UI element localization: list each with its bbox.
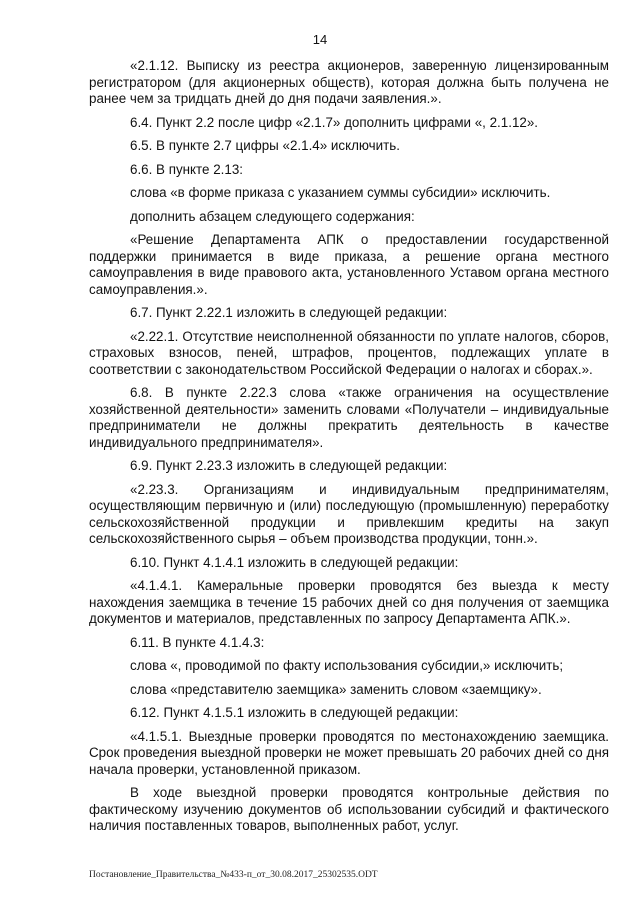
paragraph: «4.1.5.1. Выездные проверки проводятся по местонахождению заемщика. Срок проведения выездной проверки не может превышать 20 рабочих дней со дня начала проверки, установленной приказом. <box>89 728 609 777</box>
paragraph: 6.11. В пункте 4.1.4.3: <box>130 634 265 650</box>
paragraph: 6.4. Пункт 2.2 после цифр «2.1.7» дополнить цифрами «, 2.1.12». <box>130 114 539 130</box>
paragraph: «2.1.12. Выписку из реестра акционеров, заверенную лицензированным регистратором (для акционерных обществ), которая должна быть получена не ранее чем за тридцать дней до дня подачи заявления.». <box>89 58 609 106</box>
paragraph: слова «, проводимой по факту использования субсидии,» исключить; <box>130 658 564 673</box>
paragraph: слова «представителю заемщика» заменить словом «заемщику». <box>130 681 542 697</box>
paragraph: 6.12. Пункт 4.1.5.1 изложить в следующей редакции: <box>130 705 459 720</box>
paragraph: 6.5. В пункте 2.7 цифры «2.1.4» исключить. <box>130 138 400 153</box>
paragraph: В ходе выездной проверки проводятся контрольные действия по фактическому изучению документов об использовании субсидий и фактического наличия поставленных товаров, выполненных работ, услуг. <box>89 785 609 833</box>
paragraph: слова «в форме приказа с указанием суммы субсидии» исключить. <box>130 185 551 200</box>
paragraph: дополнить абзацем следующего содержания: <box>130 208 415 224</box>
paragraph: 6.9. Пункт 2.23.3 изложить в следующей редакции: <box>130 458 448 473</box>
page-number: 14 <box>312 32 328 47</box>
paragraph: 6.8. В пункте 2.22.3 слова «также ограничения на осуществление хозяйственной деятельности» заменить словами «Получатели – индивидуальные предприниматели не должны прекратить деятельность в качестве индивидуального предпринимателя». <box>89 385 609 450</box>
document-footer: Постановление_Правительства_№433-п_от_30.08.2017_25302535.ODT <box>89 870 378 880</box>
paragraph: 6.6. В пункте 2.13: <box>130 161 243 177</box>
document-body <box>89 58 609 842</box>
paragraph: 6.10. Пункт 4.1.4.1 изложить в следующей редакции: <box>130 554 459 570</box>
paragraph: «2.22.1. Отсутствие неисполненной обязанности по уплате налогов, сборов, страховых взносов, пеней, штрафов, процентов, подлежащих уплате в соответствии с законодательством Российской Федерации о налогах и сборах.». <box>89 328 609 377</box>
paragraph: «Решение Департамента АПК о предоставлении государственной поддержки принимается в виде приказа, а решение органа местного самоуправления в виде правового акта, установленного Уставом органа местного самоуправления.». <box>89 232 609 297</box>
paragraph: «2.23.3. Организациям и индивидуальным предпринимателям, осуществляющим первичную и (или) последующую (промышленную) переработку сельскохозяйственной продукции и привлекшим кредиты на закуп сельскохозяйственного сырья – объем производства продукции, тонн.». <box>89 481 609 546</box>
paragraph: 6.7. Пункт 2.22.1 изложить в следующей редакции: <box>130 305 448 320</box>
paragraph: «4.1.4.1. Камеральные проверки проводятся без выезда к месту нахождения заемщика в течение 15 рабочих дней со дня получения от заемщика документов и материалов, представленных по запросу Департамента АПК.». <box>89 578 609 626</box>
